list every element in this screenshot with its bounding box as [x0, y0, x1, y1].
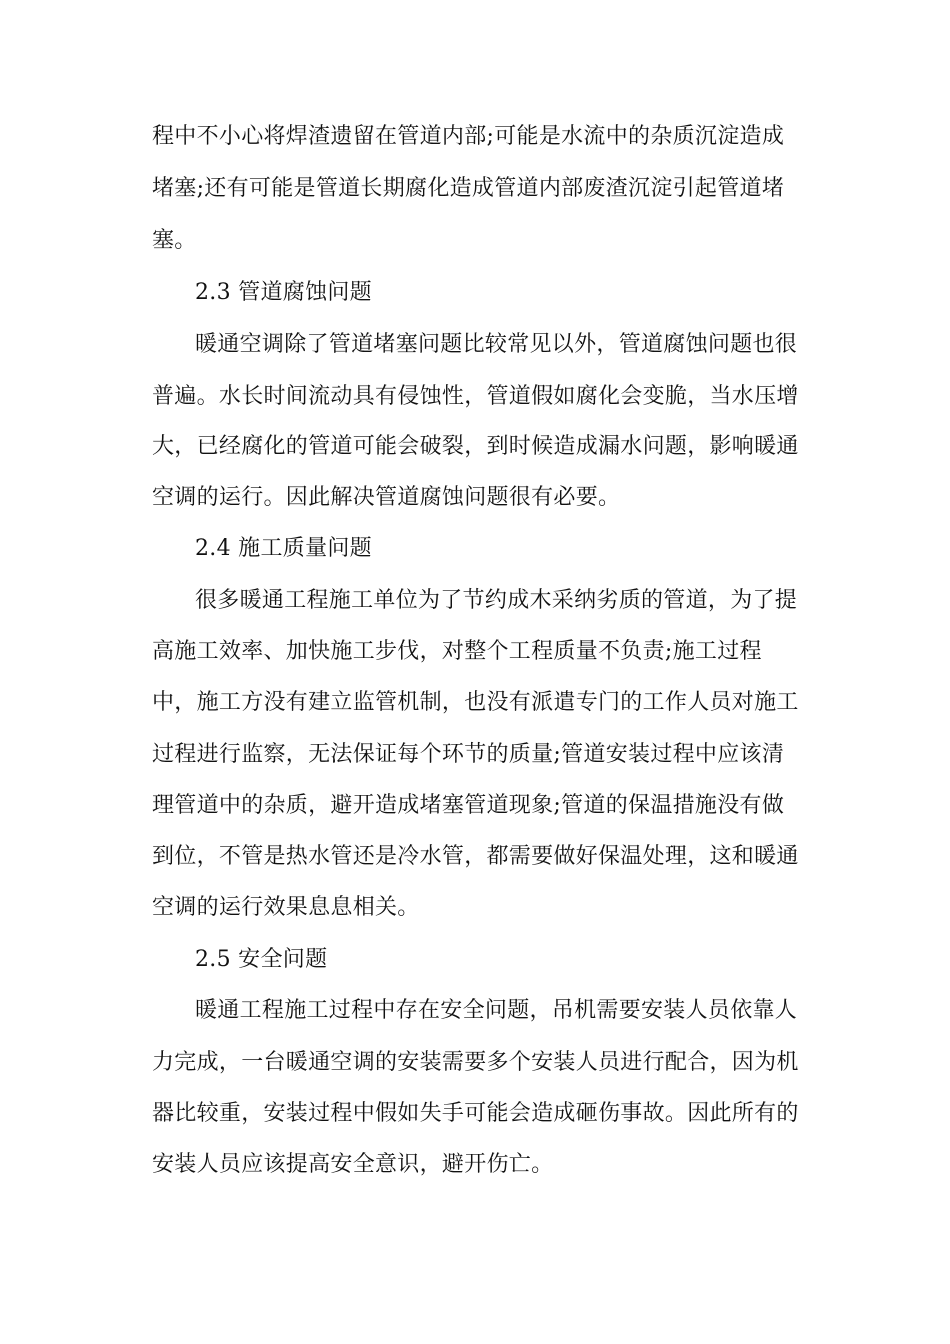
paragraph-4-line-1: 暖通工程施工过程中存在安全问题，吊机需要安装人员依靠人 — [195, 998, 798, 1023]
paragraph-3-line-4: 过程进行监察，无法保证每个环节的质量;管道安装过程中应该清 — [152, 742, 785, 767]
section-heading-2-4: 2.4 施工质量问题 — [195, 536, 372, 561]
paragraph-3-line-2: 高施工效率、加快施工步伐，对整个工程质量不负责;施工过程 — [152, 639, 762, 664]
paragraph-1-line-2: 堵塞;还有可能是管道长期腐化造成管道内部废渣沉淀引起管道堵 — [152, 176, 785, 201]
section-heading-2-5: 2.5 安全问题 — [195, 947, 328, 972]
paragraph-3-line-1: 很多暖通工程施工单位为了节约成木采纳劣质的管道，为了提 — [195, 588, 798, 613]
paragraph-3-line-6: 到位，不管是热水管还是冷水管，都需要做好保温处理，这和暖通 — [152, 844, 799, 869]
paragraph-2-line-4: 空调的运行。因此解决管道腐蚀问题很有必要。 — [152, 485, 621, 510]
paragraph-2-line-2: 普遍。水长时间流动具有侵蚀性，管道假如腐化会变脆，当水压增 — [152, 384, 799, 409]
paragraph-3-line-7: 空调的运行效果息息相关。 — [152, 895, 420, 920]
paragraph-2-line-3: 大，已经腐化的管道可能会破裂，到时候造成漏水问题，影响暖通 — [152, 434, 799, 459]
paragraph-1-line-3: 塞。 — [152, 228, 197, 253]
paragraph-3-line-5: 理管道中的杂质，避开造成堵塞管道现象;管道的保温措施没有做 — [152, 793, 785, 818]
paragraph-4-line-3: 器比较重，安装过程中假如失手可能会造成砸伤事故。因此所有的 — [152, 1101, 799, 1126]
paragraph-4-line-4: 安装人员应该提高安全意识，避开伤亡。 — [152, 1152, 554, 1177]
paragraph-3-line-3: 中，施工方没有建立监管机制，也没有派遣专门的工作人员对施工 — [152, 690, 799, 715]
paragraph-2-line-1: 暖通空调除了管道堵塞问题比较常见以外，管道腐蚀问题也很 — [195, 332, 798, 357]
section-heading-2-3: 2.3 管道腐蚀问题 — [195, 280, 372, 305]
paragraph-4-line-2: 力完成，一台暖通空调的安装需要多个安装人员进行配合，因为机 — [152, 1050, 799, 1075]
paragraph-1-line-1: 程中不小心将焊渣遗留在管道内部;可能是水流中的杂质沉淀造成 — [152, 124, 785, 149]
